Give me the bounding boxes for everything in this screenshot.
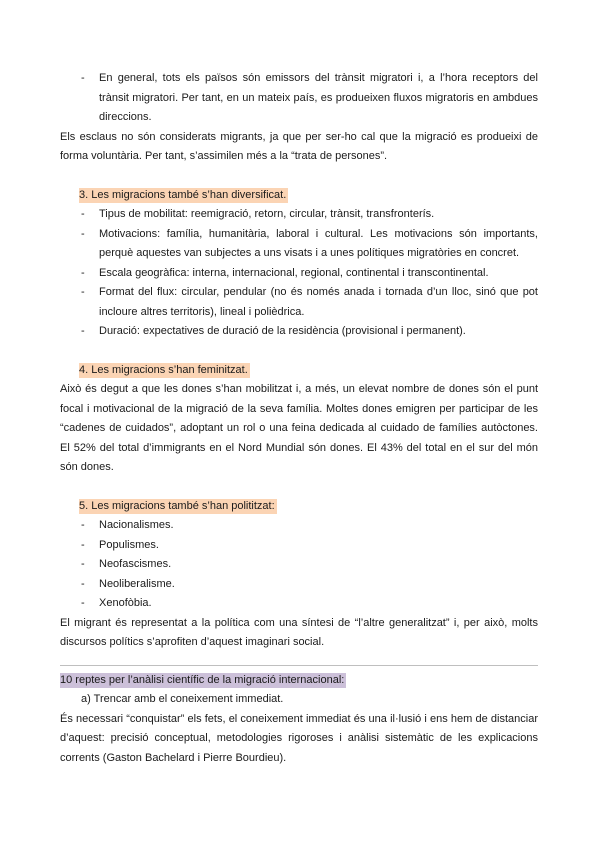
bullet-dash: -	[81, 325, 85, 337]
section5-item	[60, 536, 538, 556]
section5-paragraph: El migrant és representat a la política com una síntesi de “l’altre generalitzat” i, per això, molts discursos polítics s’aprofiten d’aquest imaginari social.	[60, 616, 538, 648]
horizontal-divider	[60, 665, 538, 666]
bullet-dash: -	[81, 227, 85, 240]
section5-heading	[60, 497, 538, 517]
section5-item-text: Nacionalismes.	[99, 519, 174, 531]
bullet-dash: -	[81, 286, 85, 298]
intro-bullet-text: En general, tots els països són emissors del trànsit migratori i, a l’hora receptors del trànsit migratori. Per tant, en un mateix país, es produeixen fluxos migratoris en ambdues direccions.	[99, 72, 538, 123]
intro-bullet	[60, 69, 538, 128]
reptes-heading	[60, 671, 538, 691]
section3-item	[60, 205, 538, 225]
document-content	[60, 69, 538, 768]
reptes-subheading: a) Trencar amb el coneixement immediat.	[81, 693, 284, 705]
section3-item	[60, 264, 538, 284]
bullet-dash: -	[81, 519, 85, 531]
section5-item	[60, 575, 538, 595]
bullet-dash: -	[81, 597, 85, 609]
intro-paragraph: Els esclaus no són considerats migrants, ja que per ser-ho cal que la migració es produeixi de forma voluntària. Per tant, s’assimilen més a la “trata de persones”.	[60, 130, 538, 162]
section3-item	[60, 283, 538, 322]
bullet-dash: -	[81, 538, 85, 551]
section3-item	[60, 225, 538, 264]
section3-item-text: Tipus de mobilitat: reemigració, retorn, circular, trànsit, transfronterís.	[99, 208, 435, 220]
section4-heading-text: 4. Les migracions s’han feminitzat.	[79, 363, 248, 376]
section5-item	[60, 516, 538, 536]
section3-item-text: Duració: expectatives de duració de la residència (provisional i permanent).	[99, 325, 466, 337]
reptes-heading-text: 10 reptes per l’anàlisi científic de la migració internacional:	[60, 673, 345, 686]
bullet-dash: -	[81, 266, 85, 279]
reptes-paragraph: És necessari “conquistar” els fets, el coneixement immediat és una il·lusió i ens hem de distanciar d’aquest: precisió conceptual, metodologies rigoroses i anàlisi sistemàtic de les explicacions corrents (Gaston Bachelard i Pierre Bourdieu).	[60, 712, 538, 764]
section3-heading	[60, 186, 538, 206]
section5-item	[60, 555, 538, 575]
section3-heading-text: 3. Les migracions també s’han diversificat.	[79, 188, 287, 201]
bullet-dash: -	[81, 577, 85, 590]
section4-heading	[60, 361, 538, 381]
section3-item-text: Format del flux: circular, pendular (no és només anada i tornada d’un lloc, sinó que pot incloure altres territoris), lineal i polièdrica.	[99, 286, 538, 318]
bullet-dash: -	[81, 72, 85, 84]
section5-item-text: Neoliberalisme.	[99, 577, 175, 590]
section5-heading-text: 5. Les migracions també s’han polititzat:	[79, 499, 275, 512]
section5-item-text: Populismes.	[99, 538, 159, 551]
section5-item-text: Xenofòbia.	[99, 597, 152, 609]
section4-paragraph: Això és degut a que les dones s’han mobilitzat i, a més, un elevat nombre de dones són el punt focal i motivacional de la migració de la seva família. Moltes dones emigren per participar de les “cadenes de cuidados”, adoptant un rol o una feina dedicada al cuidado de famílies autòctones. El 52% del total d’immigrants en el Nord Mundial són dones. El 43% del total en el sur del món són dones.	[60, 383, 538, 473]
section5-item	[60, 594, 538, 614]
section5-item-text: Neofascismes.	[99, 558, 172, 570]
section3-item-text: Motivacions: família, humanitària, laboral i cultural. Les motivacions són importants, perquè aquestes van subjectes a uns visats i a unes polítiques migratòries en concret.	[99, 227, 538, 259]
bullet-dash: -	[81, 208, 85, 220]
section3-item	[60, 322, 538, 342]
bullet-dash: -	[81, 558, 85, 570]
section3-item-text: Escala geogràfica: interna, internacional, regional, continental i transcontinental.	[99, 266, 489, 279]
